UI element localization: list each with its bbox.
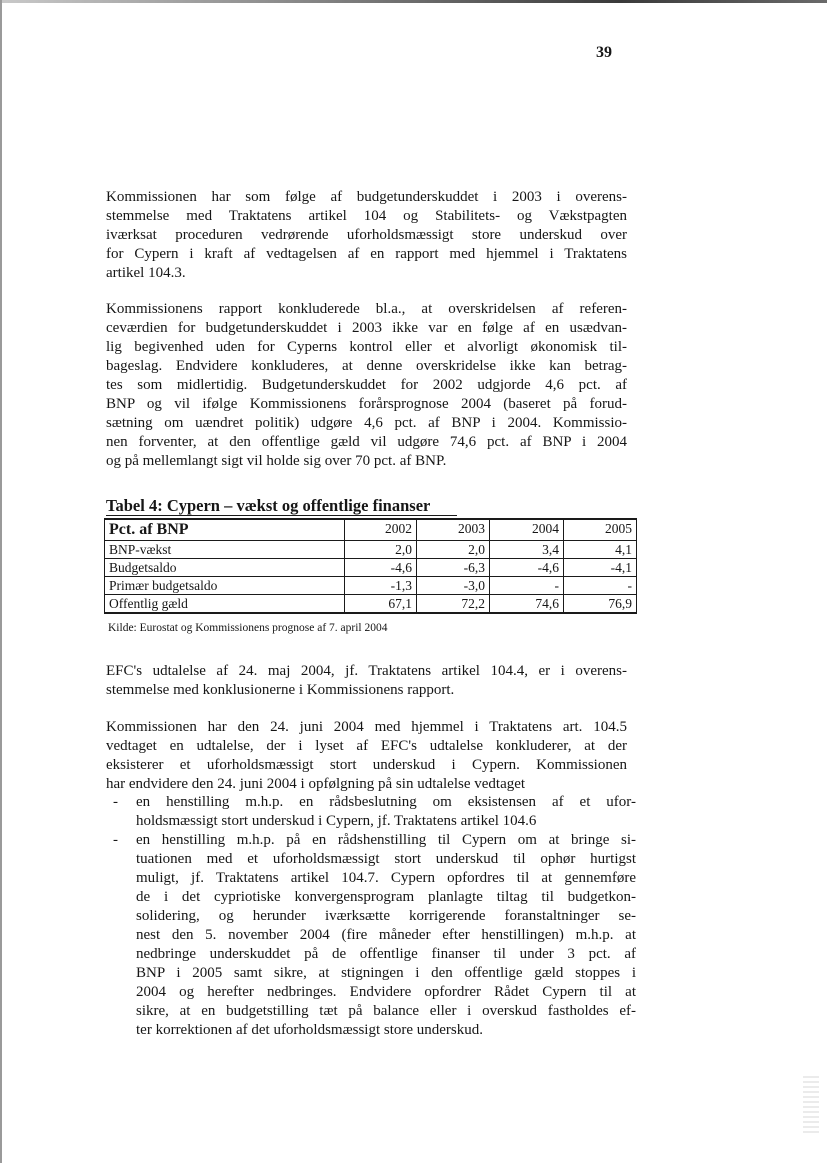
table-cell: 74,6 (490, 595, 564, 614)
text-line: vedtaget en udtalelse, der i lyset af EFC's udtalelse konkluderer, at der (106, 738, 627, 754)
text-line: BNP og vil ifølge Kommissionens forårsprognose 2004 (baseret på forud- (106, 396, 627, 412)
text-line: eksisterer et uforholdsmæssigt stort underskud i Cypern. Kommissionen (106, 757, 627, 773)
table-year-header: 2003 (417, 519, 490, 541)
list-item-text (136, 831, 636, 1040)
table-title-underline (106, 515, 457, 516)
text-line: muligt, jf. Traktatens artikel 104.7. Cypern opfordres til at gennemføre (136, 870, 636, 886)
table-cell: 4,1 (564, 541, 637, 559)
table-cell: 2,0 (417, 541, 490, 559)
recommendation-list (106, 793, 636, 1040)
list-item-text (136, 793, 636, 831)
table-header-label: Pct. af BNP (105, 519, 345, 541)
table-cell: 3,4 (490, 541, 564, 559)
table-cell: 67,1 (345, 595, 417, 614)
list-dash: - (113, 794, 118, 810)
table-row (105, 577, 637, 595)
text-line: Kommissionens rapport konkluderede bl.a., at overskridelsen af referen- (106, 301, 627, 317)
table-row (105, 559, 637, 577)
text-line: en henstilling m.h.p. på en rådshenstilling til Cypern om at bringe si- (136, 832, 636, 848)
text-line: ter korrektionen af det uforholdsmæssigt store underskud. (136, 1022, 484, 1038)
text-line: stemmelse med Traktatens artikel 104 og Stabilitets- og Vækstpagten (106, 208, 627, 224)
table-cell: 2,0 (345, 541, 417, 559)
scan-edge-left (0, 0, 2, 1163)
scan-edge-top (0, 0, 827, 3)
text-line: en henstilling m.h.p. en rådsbeslutning om eksistensen af et ufor- (136, 794, 636, 810)
table-source-note: Kilde: Eurostat og Kommissionens prognose af 7. april 2004 (108, 622, 388, 634)
paragraph-commission-report (106, 300, 627, 471)
text-line: ceværdien for budgetunderskuddet i 2003 ikke var en følge af en usædvan- (106, 320, 627, 336)
text-line: 2004 og herefter nedbringes. Endvidere opfordrer Rådet Cypern til at (136, 984, 636, 1000)
table-cell: - (564, 577, 637, 595)
finance-table (104, 518, 637, 614)
table-cell: -4,1 (564, 559, 637, 577)
text-line: nen forventer, at den offentlige gæld vil udgøre 74,6 pct. af BNP i 2004 (106, 434, 627, 450)
text-line: BNP i 2005 samt sikre, at stigningen i den offentlige gæld stoppes i (136, 965, 636, 981)
page-number: 39 (596, 44, 612, 61)
text-line: bageslag. Endvidere konkluderes, at denne overskridelse ikke kan betrag- (106, 358, 627, 374)
table-row-label: BNP-vækst (105, 541, 345, 559)
table-row-label: Offentlig gæld (105, 595, 345, 614)
table-title: Tabel 4: Cypern – vækst og offentlige finanser (106, 496, 431, 515)
text-line: tes som midlertidig. Budgetunderskuddet for 2002 udgjorde 4,6 pct. af (106, 377, 627, 393)
list-item (106, 831, 636, 1040)
table-year-header: 2005 (564, 519, 637, 541)
table-row (105, 541, 637, 559)
text-line: lig begivenhed uden for Cyperns kontrol eller et alvorligt økonomisk til- (106, 339, 627, 355)
text-line: for Cypern i kraft af vedtagelsen af en rapport med hjemmel i Traktatens (106, 246, 627, 262)
table-cell: 72,2 (417, 595, 490, 614)
scan-artifact (803, 1073, 819, 1133)
text-line: artikel 104.3. (106, 265, 186, 281)
text-line: sætning om uændret politik) udgøre 4,6 pct. af BNP i 2004. Kommissio- (106, 415, 627, 431)
table-year-header: 2002 (345, 519, 417, 541)
paragraph-procedure-intro (106, 188, 627, 283)
list-item (106, 793, 636, 831)
text-line: sikre, at en budgetstilling tæt på balance eller i overskud fastholdes ef- (136, 1003, 636, 1019)
text-line: iværksat proceduren vedrørende uforholdsmæssigt store underskud over (106, 227, 627, 243)
text-line: de i det cypriotiske konvergensprogram planlagte tiltag til budgetkon- (136, 889, 636, 905)
paragraph-efc-statement (106, 662, 627, 700)
table-cell: -4,6 (345, 559, 417, 577)
text-line: solidering, og herunder iværksætte korrigerende foranstaltninger se- (136, 908, 636, 924)
text-line: holdsmæssigt stort underskud i Cypern, jf. Traktatens artikel 104.6 (136, 813, 537, 829)
table-row-label: Budgetsaldo (105, 559, 345, 577)
table-cell: -6,3 (417, 559, 490, 577)
table-row (105, 595, 637, 614)
table-cell: -3,0 (417, 577, 490, 595)
table-cell: -4,6 (490, 559, 564, 577)
text-line: nedbringe underskuddet på de offentlige finanser til under 3 pct. af (136, 946, 636, 962)
table-cell: -1,3 (345, 577, 417, 595)
text-line: stemmelse med konklusionerne i Kommissionens rapport. (106, 682, 455, 698)
table-year-header: 2004 (490, 519, 564, 541)
paragraph-commission-opinion (106, 718, 627, 794)
text-line: nest den 5. november 2004 (fire måneder efter henstillingen) m.h.p. at (136, 927, 636, 943)
text-line: Kommissionen har den 24. juni 2004 med hjemmel i Traktatens art. 104.5 (106, 719, 627, 735)
table-row-label: Primær budgetsaldo (105, 577, 345, 595)
table-cell: 76,9 (564, 595, 637, 614)
table-header-row (105, 519, 637, 541)
list-dash: - (113, 832, 118, 848)
table-cell: - (490, 577, 564, 595)
text-line: tuationen med et uforholdsmæssigt stort underskud til ophør hurtigst (136, 851, 636, 867)
text-line: EFC's udtalelse af 24. maj 2004, jf. Traktatens artikel 104.4, er i overens- (106, 663, 627, 679)
text-line: har endvidere den 24. juni 2004 i opfølgning på sin udtalelse vedtaget (106, 776, 526, 792)
text-line: og på mellemlangt sigt vil holde sig over 70 pct. af BNP. (106, 453, 447, 469)
text-line: Kommissionen har som følge af budgetunderskuddet i 2003 i overens- (106, 189, 627, 205)
